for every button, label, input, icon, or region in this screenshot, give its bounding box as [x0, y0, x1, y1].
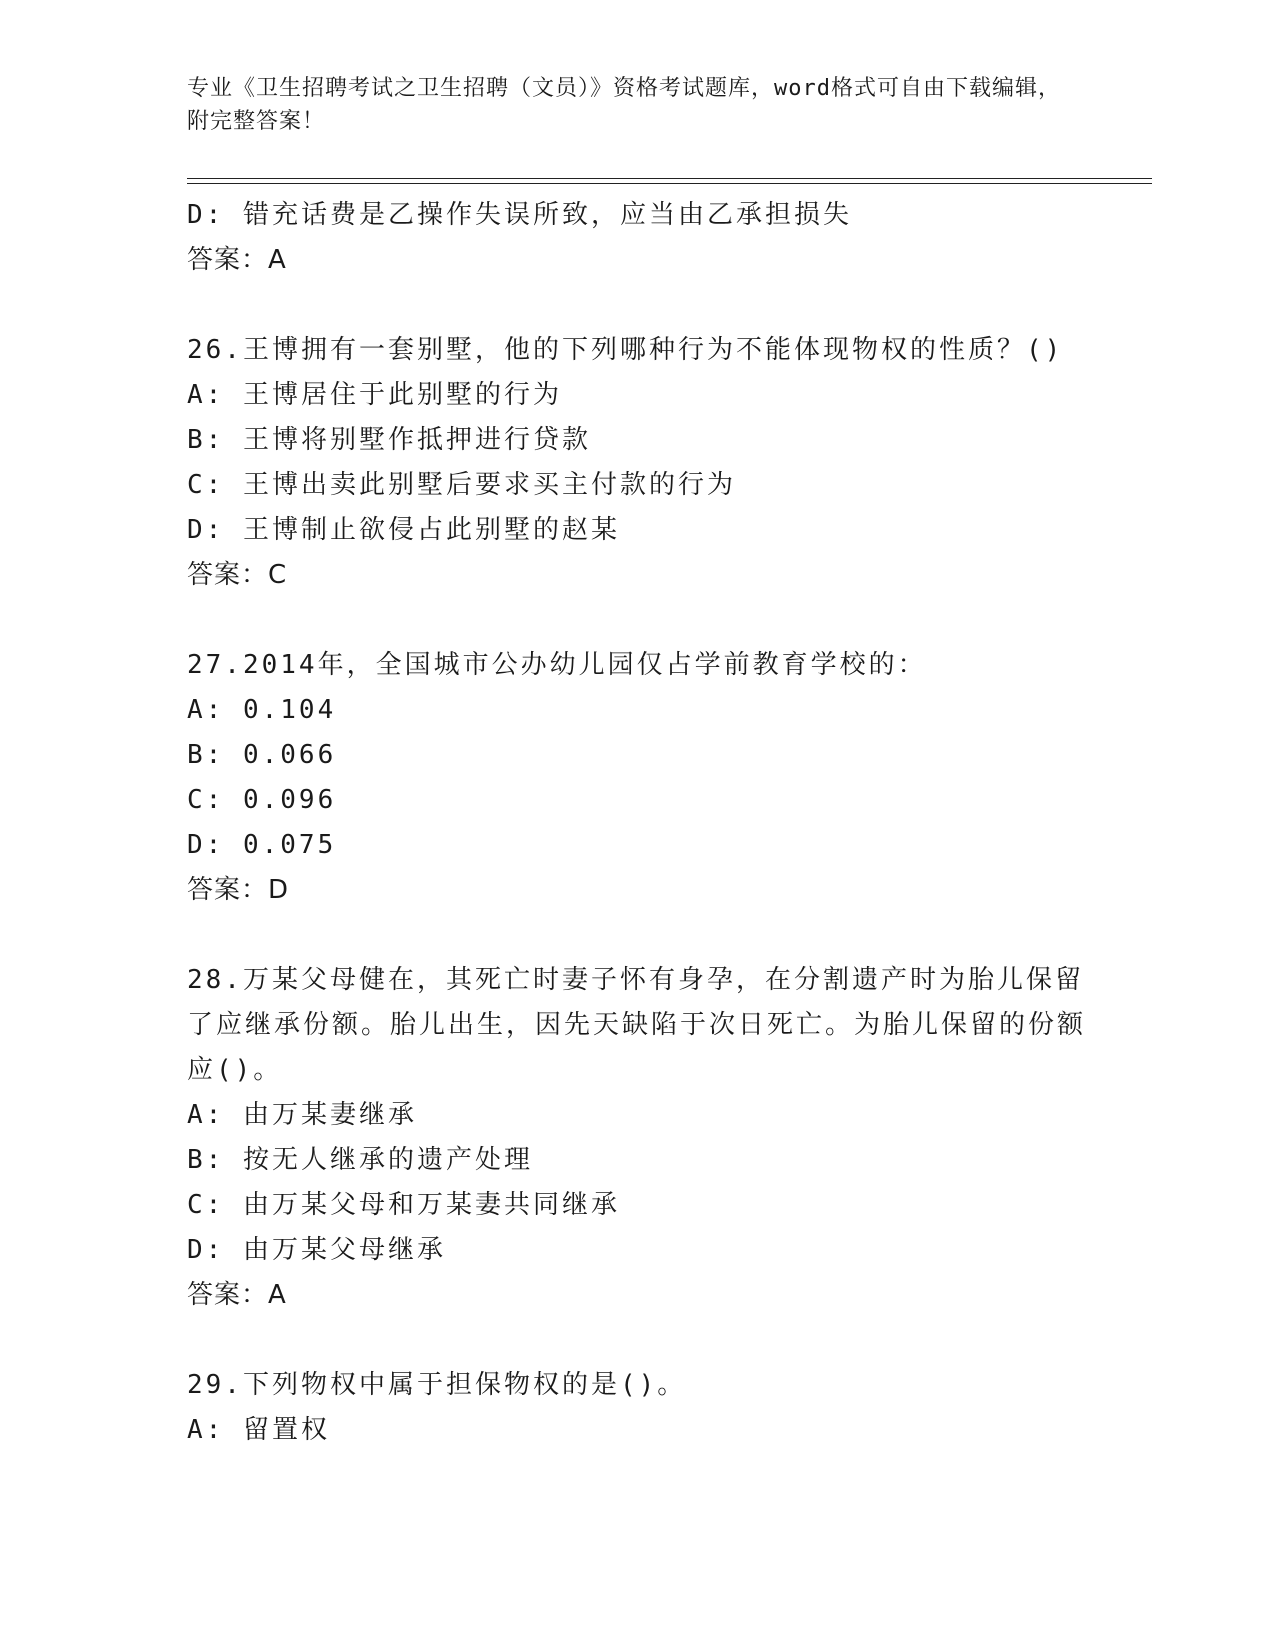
document-header: 专业《卫生招聘考试之卫生招聘（文员）》资格考试题库，word格式可自由下载编辑，附完整答案！	[187, 76, 1061, 134]
question-stem: 29.下列物权中属于担保物权的是()。	[187, 1370, 687, 1400]
header-rule-top	[187, 178, 1152, 179]
answer-line: 答案：D	[187, 875, 290, 905]
question-stem: 28.万某父母健在，其死亡时妻子怀有身孕，在分割遗产时为胎儿保留了应继承份额。胎儿出生，因先天缺陷于次日死亡。为胎儿保留的份额应()。	[187, 965, 1087, 1085]
answer-line: 答案：A	[187, 1280, 287, 1310]
option-c: C: 王博出卖此别墅后要求买主付款的行为	[187, 470, 736, 500]
option-c: C: 0.096	[187, 785, 337, 815]
option-b: B: 0.066	[187, 740, 337, 770]
option-a: A: 由万某妻继承	[187, 1100, 417, 1130]
question-29	[187, 1363, 1087, 1453]
option-a: A: 留置权	[187, 1415, 330, 1445]
question-stem: 26.王博拥有一套别墅，他的下列哪种行为不能体现物权的性质？()	[187, 335, 1064, 365]
question-26	[187, 328, 1087, 598]
question-list	[187, 193, 1087, 1453]
option-b: B: 按无人继承的遗产处理	[187, 1145, 533, 1175]
option-d: D: 由万某父母继承	[187, 1235, 446, 1265]
question-stem: 27.2014年，全国城市公办幼儿园仅占学前教育学校的：	[187, 650, 927, 680]
header-rule-bottom	[187, 183, 1152, 184]
option-c: C: 由万某父母和万某妻共同继承	[187, 1190, 620, 1220]
question-25-tail	[187, 193, 1087, 283]
option-d: D: 0.075	[187, 830, 337, 860]
question-28	[187, 958, 1087, 1318]
option-d: D: 错充话费是乙操作失误所致，应当由乙承担损失	[187, 200, 852, 230]
option-a: A: 王博居住于此别墅的行为	[187, 380, 562, 410]
answer-line: 答案：C	[187, 560, 288, 590]
answer-line: 答案：A	[187, 245, 287, 275]
option-a: A: 0.104	[187, 695, 337, 725]
option-b: B: 王博将别墅作抵押进行贷款	[187, 425, 591, 455]
question-27	[187, 643, 1087, 913]
option-d: D: 王博制止欲侵占此别墅的赵某	[187, 515, 620, 545]
